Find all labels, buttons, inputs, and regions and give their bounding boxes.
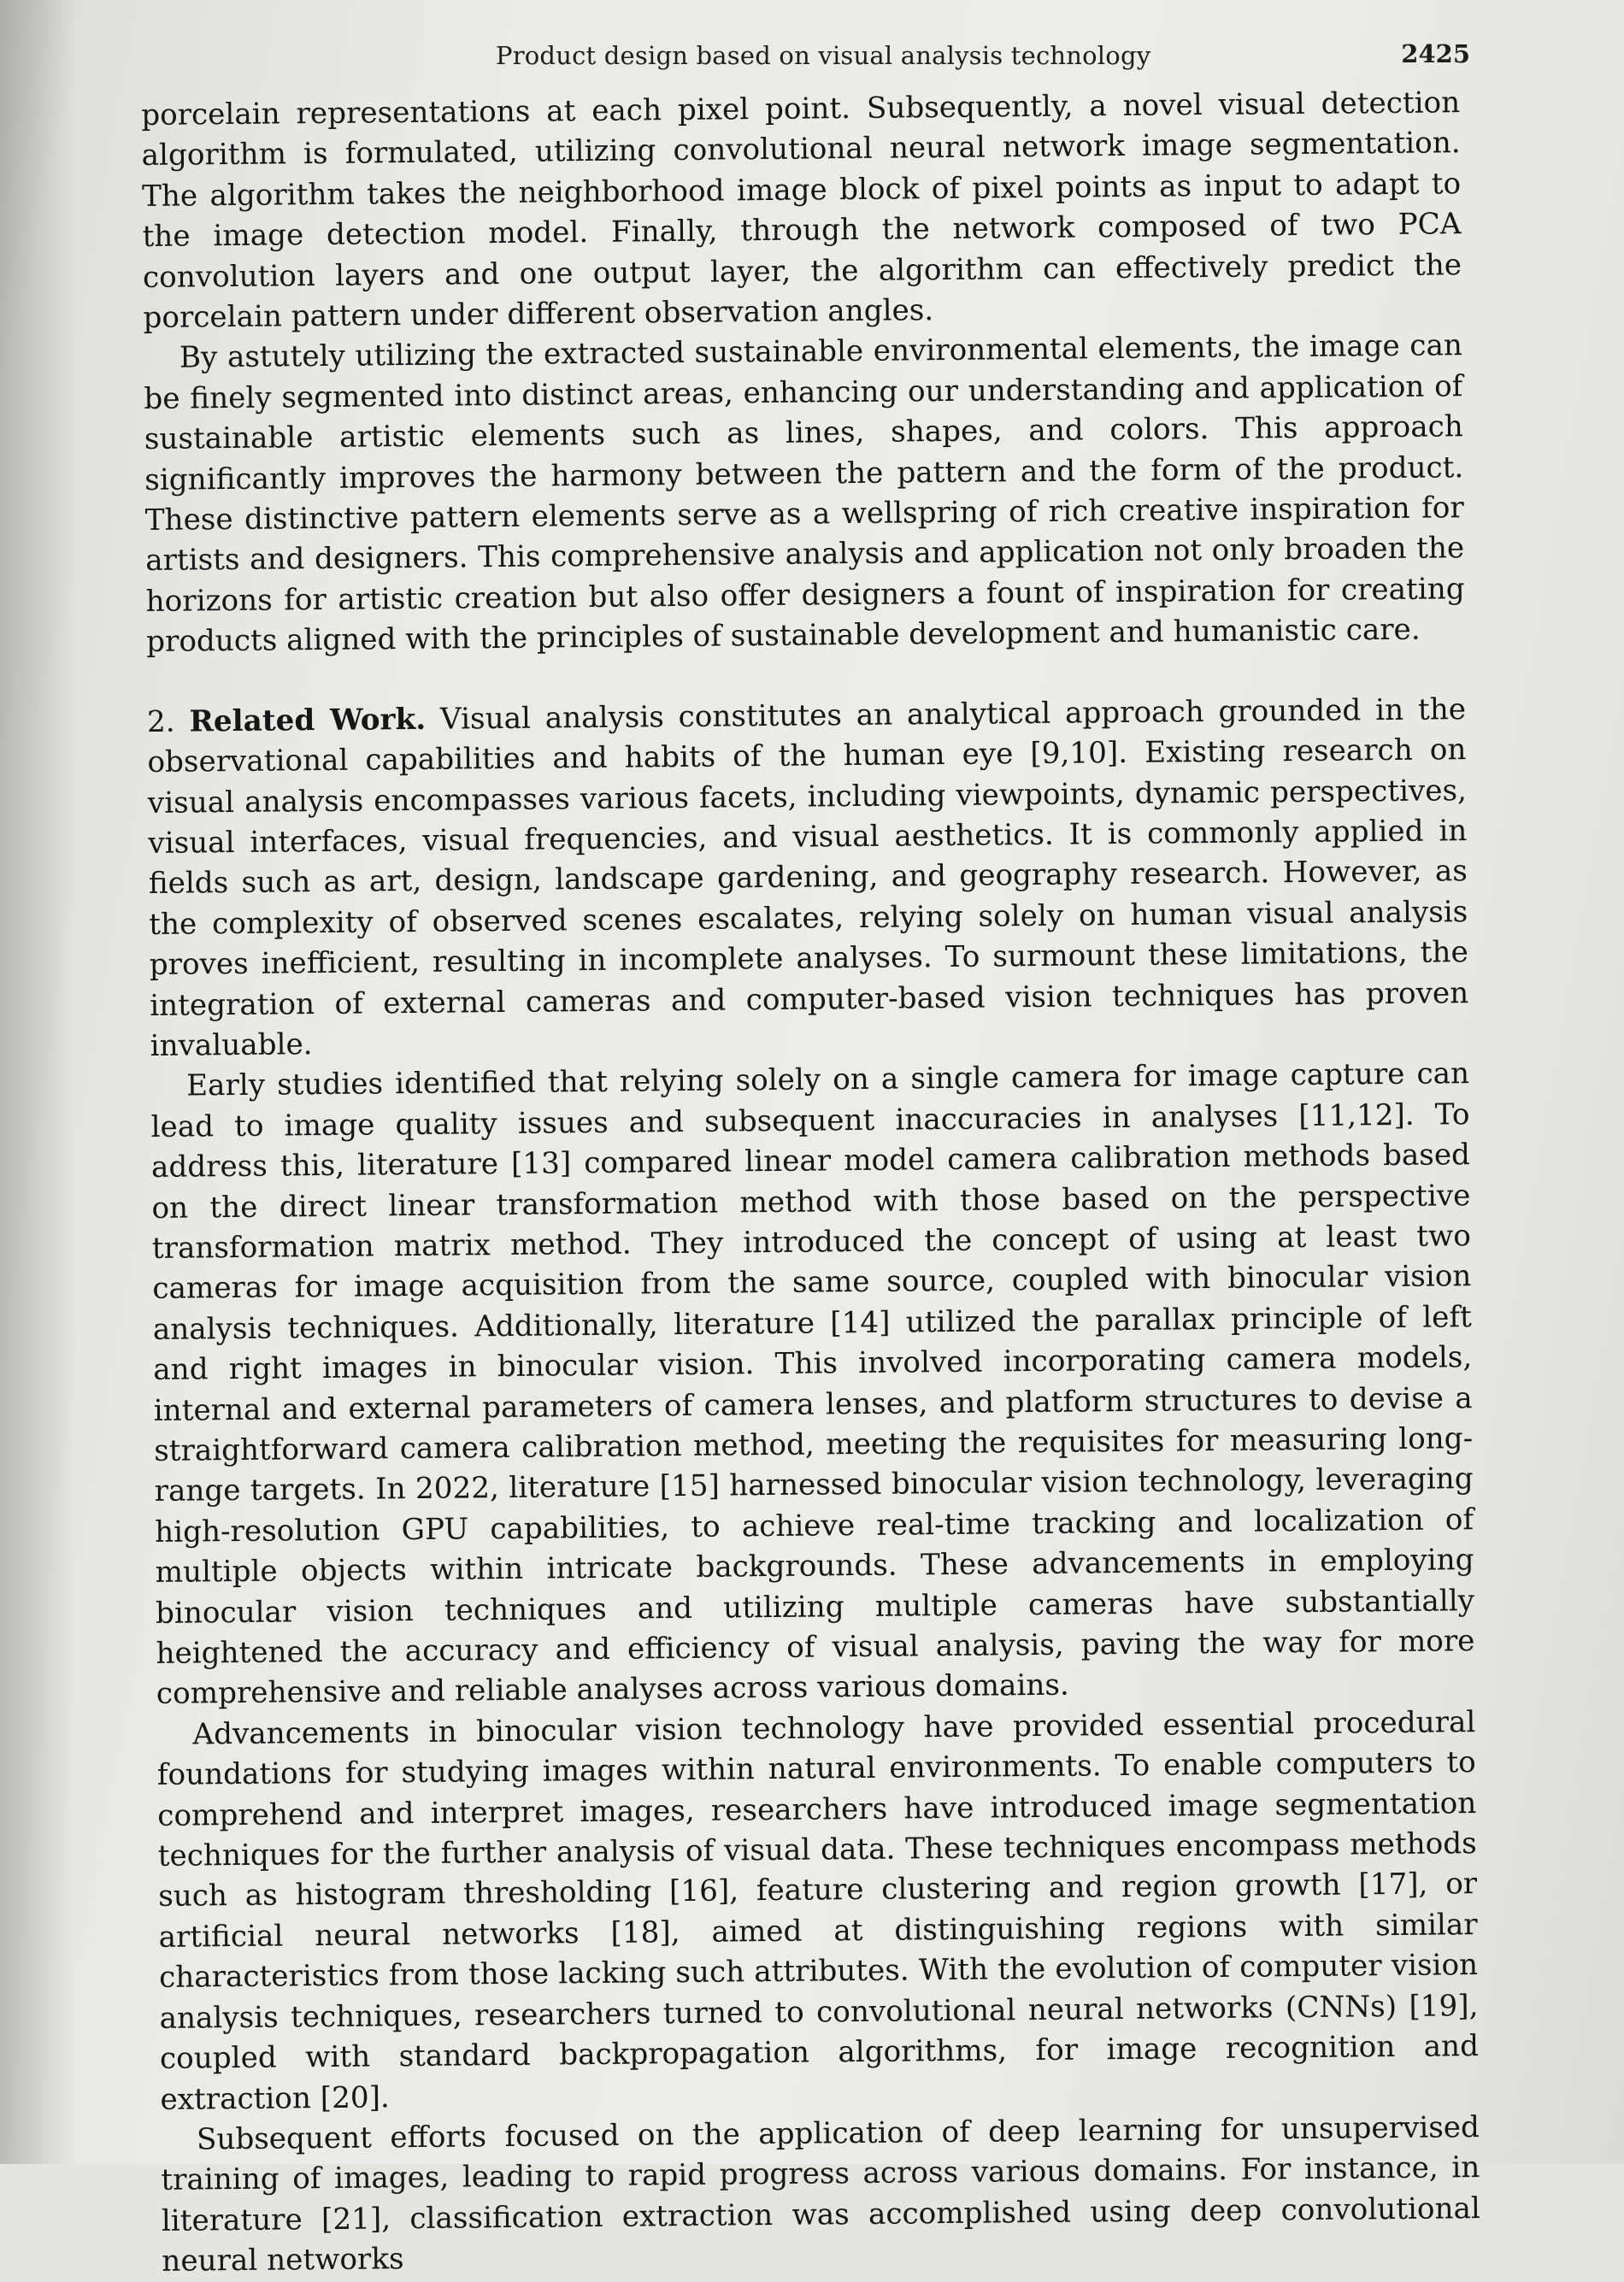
page-gutter-shadow [0,0,77,2164]
page-number: 2425 [1401,39,1470,68]
running-head: Product design based on visual analysis technology [496,41,1151,70]
paragraph-1: porcelain representations at each pixel point. Subsequently, a novel visual detection algorithm is formulated, utilizing convolutional neural network image segmentation. The algorithm takes the neighborhood image block of pixel points as input to adapt to the image detection model. Finally, through the network composed of two PCA convolution layers and one output layer, the algorithm can effectively predict the porcelain pattern under different observation angles. [141,85,1462,336]
paragraph-6: Subsequent efforts focused on the application of deep learning for unsupervised training of images, leading to rapid progress across various domains. For instance, in literature [21], classification extraction was accomplished using deep convolutional neural networks [161,2109,1480,2279]
section-number: 2. [146,704,175,739]
page-header [137,36,1470,79]
section-title: Related Work. [189,702,427,739]
section-paragraph [147,690,1469,1067]
paragraph-2: By astutely utilizing the extracted sustainable environmental elements, the image can be finely segmented into distinct areas, enhancing our understanding and application of sustainable artistic elements such as lines, shapes, and colors. This approach significantly improves the harmony between the pattern and the form of the product. These distinctive pattern elements serve as a wellspring of rich creative inspiration for artists and designers. This comprehensive analysis and application not only broaden the horizons for artistic creation but also offer designers a fount of inspiration for creating products aligned with the principles of sustainable development and humanistic care. [144,328,1465,660]
paragraph-5: Advancements in binocular vision technology have provided essential procedural foundations for studying images within natural environments. To enable computers to comprehend and interpret images, researchers have introduced image segmentation techniques for the further analysis of visual data. These techniques encompass methods such as histogram thresholding [16], feature clustering and region growth [17], or artificial neural networks [18], aimed at distinguishing regions with similar characteristics from those lacking such attributes. With the evolution of computer vision analysis techniques, researchers turned to convolutional neural networks (CNNs) [19], coupled with standard backpropagation algorithms, for image recognition and extraction [20]. [156,1704,1480,2117]
paragraph-3: Visual analysis constitutes an analytical approach grounded in the observational capabilities and habits of the human eye [9,10]. Existing research on visual analysis encompasses various facets, including viewpoints, dynamic perspectives, visual interfaces, visual frequencies, and visual aesthetics. It is commonly applied in fields such as art, design, landscape gardening, and geography research. However, as the complexity of observed scenes escalates, relying solely on human visual analysis proves inefficient, resulting in incomplete analyses. To surmount these limitations, the integration of external cameras and computer-based vision techniques has proven invaluable. [147,691,1469,1063]
body-text [141,83,1480,2282]
paragraph-4: Early studies identified that relying solely on a single camera for image capture can lead to image quality issues and subsequent inaccuracies in analyses [11,12]. To address this, literature [13] compared linear model camera calibration methods based on the direct linear transformation method with those based on the perspective transformation matrix method. They introduced the concept of using at least two cameras for image acquisition from the same source, coupled with binocular vision analysis techniques. Additionally, literature [14] utilized the parallax principle of left and right images in binocular vision. This involved incorporating camera models, internal and external parameters of camera lenses, and platform structures to devise a straightforward camera calibration method, meeting the requisites for measuring long-range targets. In 2022, literature [15] harnessed binocular vision technology, leveraging high-resolution GPU capabilities, to achieve real-time tracking and localization of multiple objects within intricate backgrounds. These advancements in employing binocular vision techniques and utilizing multiple cameras have substantially heightened the accuracy and efficiency of visual analysis, paving the way for more comprehensive and reliable analyses across various domains. [150,1056,1475,1712]
